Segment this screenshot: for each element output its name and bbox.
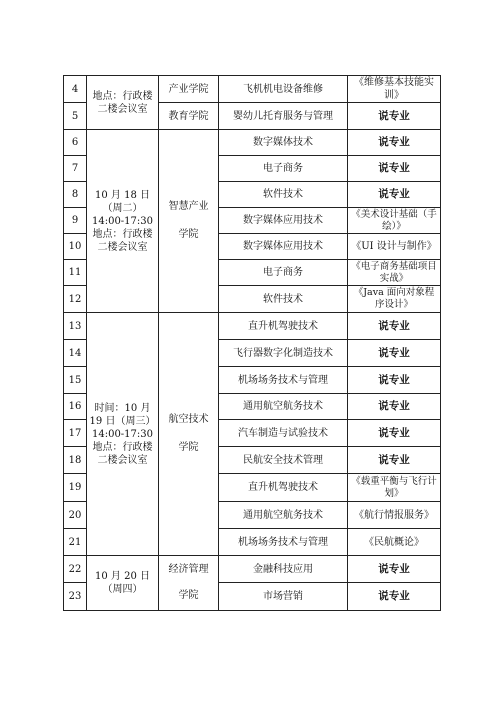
- college-cell: [159, 313, 219, 556]
- time-line: （周四）: [102, 584, 143, 595]
- content-cell: 说专业: [348, 556, 441, 583]
- row-number: 12: [64, 286, 87, 313]
- time-line: 10 月 20 日: [95, 571, 150, 582]
- content-cell: 说专业: [348, 103, 441, 130]
- major-cell: 汽车制造与试验技术: [219, 420, 348, 447]
- content-cell: 《载重平衡与飞行计划》: [348, 474, 441, 502]
- table-row: [64, 556, 441, 583]
- major-cell: 数字媒体应用技术: [219, 234, 348, 260]
- content-cell: 《电子商务基础项目实战》: [348, 260, 441, 286]
- time-line: 地点：行政楼: [92, 228, 153, 240]
- content-cell: 说专业: [348, 313, 441, 340]
- content-cell: 说专业: [348, 394, 441, 420]
- row-number: 19: [64, 474, 87, 502]
- row-number: 15: [64, 367, 87, 394]
- content-cell: 说专业: [348, 447, 441, 474]
- time-location-cell: [87, 76, 159, 130]
- content-cell: 说专业: [348, 340, 441, 367]
- row-number: 20: [64, 502, 87, 529]
- college-cell: [159, 130, 219, 313]
- row-number: 17: [64, 420, 87, 447]
- row-number: 8: [64, 182, 87, 208]
- major-cell: 婴幼儿托育服务与管理: [219, 103, 348, 130]
- college-line: 航空技术: [168, 414, 209, 425]
- time-line: （周二）: [102, 202, 143, 214]
- table-row: [64, 313, 441, 340]
- college-line: 智慧产业: [168, 201, 209, 212]
- major-cell: 软件技术: [219, 182, 348, 208]
- schedule-table: [63, 75, 441, 611]
- college-cell: [159, 556, 219, 611]
- major-cell: 通用航空航务技术: [219, 394, 348, 420]
- row-number: 6: [64, 130, 87, 156]
- major-cell: 直升机驾驶技术: [219, 313, 348, 340]
- row-number: 9: [64, 208, 87, 234]
- college-cell: 教育学院: [159, 103, 219, 130]
- time-line: 14:00-17:30: [91, 428, 153, 440]
- row-number: 7: [64, 156, 87, 182]
- time-line: 地点：行政楼: [92, 441, 153, 453]
- row-number: 13: [64, 313, 87, 340]
- major-cell: 飞机机电设备维修: [219, 76, 348, 103]
- content-cell: 说专业: [348, 583, 441, 611]
- table-row: [64, 76, 441, 103]
- row-number: 21: [64, 529, 87, 556]
- time-line: 二楼会议室: [97, 454, 148, 466]
- time-line: 19 日（周三）: [89, 415, 156, 427]
- row-number: 5: [64, 103, 87, 130]
- major-cell: 民航安全技术管理: [219, 447, 348, 474]
- time-location-cell: [87, 556, 159, 611]
- content-cell: 说专业: [348, 130, 441, 156]
- major-cell: 市场营销: [219, 583, 348, 611]
- major-cell: 软件技术: [219, 286, 348, 313]
- major-cell: 机场场务技术与管理: [219, 367, 348, 394]
- major-cell: 飞行器数字化制造技术: [219, 340, 348, 367]
- content-cell: 说专业: [348, 420, 441, 447]
- college-cell: 产业学院: [159, 76, 219, 103]
- time-line: 10 月 18 日: [95, 189, 150, 201]
- row-number: 10: [64, 234, 87, 260]
- row-number: 18: [64, 447, 87, 474]
- content-cell: 《UI 设计与制作》: [348, 234, 441, 260]
- content-cell: 《Java 面向对象程序设计》: [348, 286, 441, 313]
- row-number: 11: [64, 260, 87, 286]
- college-line: 学院: [178, 442, 199, 453]
- row-number: 4: [64, 76, 87, 103]
- content-cell: 说专业: [348, 367, 441, 394]
- content-cell: 说专业: [348, 182, 441, 208]
- time-line: 二楼会议室: [97, 103, 148, 115]
- content-cell: 《美术设计基础（手绘）》: [348, 208, 441, 234]
- major-cell: 电子商务: [219, 156, 348, 182]
- college-line: 经济管理: [168, 564, 209, 575]
- row-number: 14: [64, 340, 87, 367]
- content-cell: 《航行情报服务》: [348, 502, 441, 529]
- table-row: [64, 130, 441, 156]
- time-line: 14:00-17:30: [91, 215, 153, 227]
- major-cell: 直升机驾驶技术: [219, 474, 348, 502]
- time-line: 时间：10 月: [94, 402, 151, 414]
- row-number: 22: [64, 556, 87, 583]
- row-number: 23: [64, 583, 87, 611]
- major-cell: 电子商务: [219, 260, 348, 286]
- time-line: 二楼会议室: [97, 241, 148, 253]
- major-cell: 通用航空航务技术: [219, 502, 348, 529]
- major-cell: 数字媒体技术: [219, 130, 348, 156]
- major-cell: 数字媒体应用技术: [219, 208, 348, 234]
- time-line: 地点：行政楼: [92, 90, 153, 102]
- major-cell: 机场场务技术与管理: [219, 529, 348, 556]
- time-location-cell: [87, 130, 159, 313]
- major-cell: 金融科技应用: [219, 556, 348, 583]
- row-number: 16: [64, 394, 87, 420]
- content-cell: 《民航概论》: [348, 529, 441, 556]
- college-line: 学院: [178, 590, 199, 601]
- content-cell: 《维修基本技能实训》: [348, 76, 441, 103]
- college-line: 学院: [178, 229, 199, 240]
- time-location-cell: [87, 313, 159, 556]
- content-cell: 说专业: [348, 156, 441, 182]
